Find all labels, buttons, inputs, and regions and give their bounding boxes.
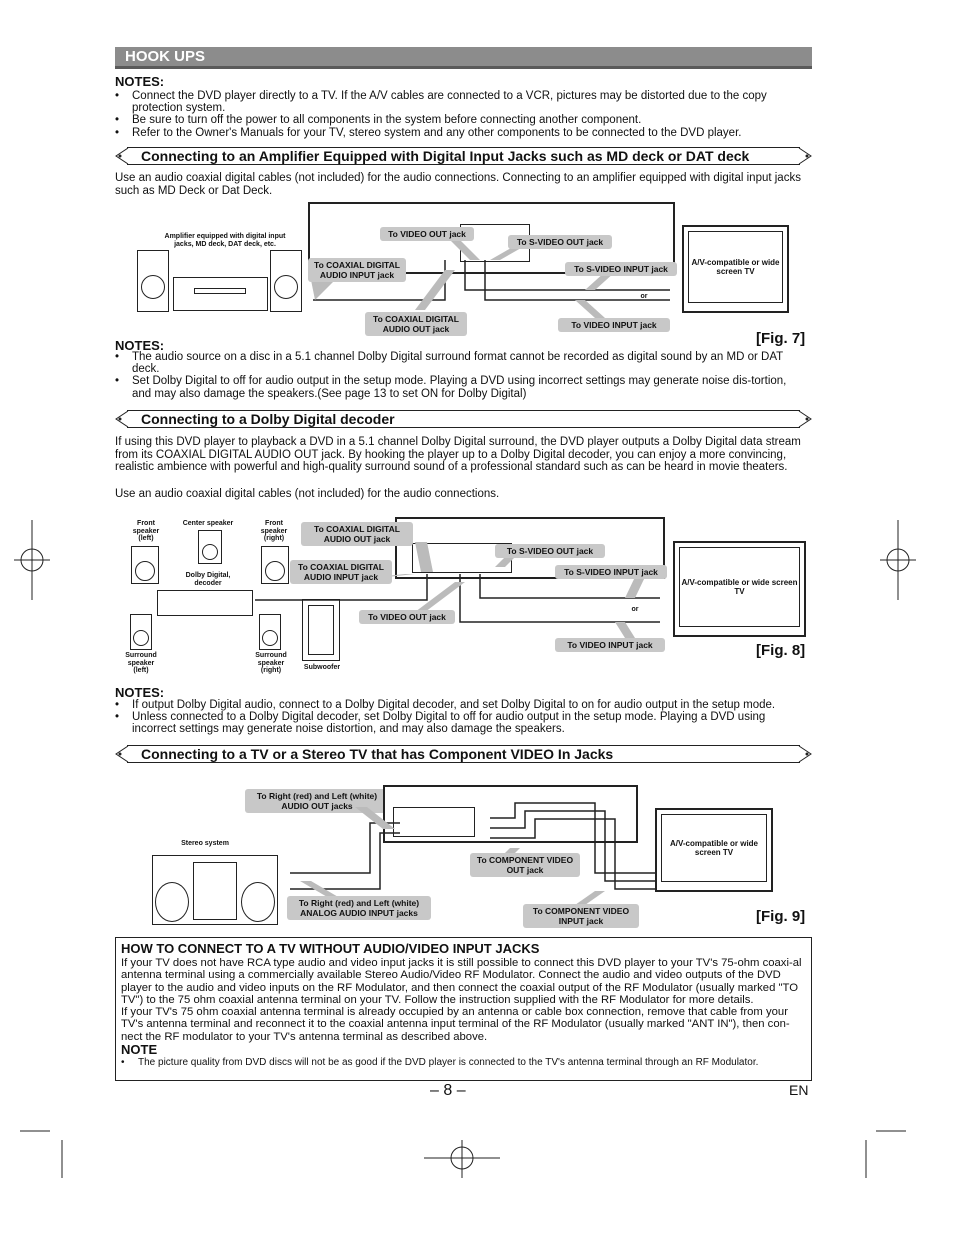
howto-note: The picture quality from DVD discs will not be as good if the DVD player is connected to the TV's antenna terminal through an RF Modulator. — [138, 1057, 759, 1069]
fig8-video-out: To VIDEO OUT jack — [359, 610, 455, 624]
fig9-diagram — [115, 783, 812, 933]
hookups-title: HOOK UPS — [125, 48, 206, 65]
notes3-item: • If output Dolby Digital audio, connect to a Dolby Digital decoder, and set Dolby Digital to on for audio output in the setup mode. — [115, 699, 807, 711]
notes1-item: • Be sure to turn off the power to all components in the system before connecting another component. — [115, 114, 805, 126]
fig9-analog-in: To Right (red) and Left (white) ANALOG AUDIO INPUT jacks — [287, 896, 431, 920]
page-number: – 8 – — [430, 1082, 466, 1099]
howto-body — [121, 957, 809, 1069]
fig7-or: or — [640, 293, 648, 300]
howto-p2: If your TV's 75 ohm coaxial antenna terminal is already occupied by an antenna or cable box connection, remove that cable from your TV's antenna terminal and reconnect it to the coaxial antenna input terminal of the RF Modulator (usually marked "ANT IN"), then con-nect the RF modulator to your TV's antenna terminal as described above. — [121, 1006, 790, 1043]
fig8-tv-label: A/V-compatible or wide screen TV — [679, 547, 800, 627]
howto-p1: If your TV does not have RCA type audio and video input jacks it is still possible to connect this DVD player to your TV's 75-ohm coaxi-al antenna terminal using a commercially available Stereo Audio/Video RF Modulator. Connect the audio and video outputs of the DVD player to the audio and video inputs on the RF Modulator, and then connect the coaxial output of the RF Modulator (usually marked "TO TV") to the 75 ohm coaxial antenna terminal on your TV. Follow the instruction supplied with the RF Modulator for more details. — [121, 957, 802, 1006]
fig8-video-in: To VIDEO INPUT jack — [555, 638, 665, 652]
banner-dolby — [115, 410, 812, 428]
hookups-header — [115, 47, 812, 69]
fig8-or: or — [631, 606, 639, 613]
notes1-list — [115, 90, 805, 139]
fig7-coax-out: To COAXIAL DIGITAL AUDIO OUT jack — [365, 312, 467, 336]
fig9-comp-in: To COMPONENT VIDEO INPUT jack — [523, 904, 639, 928]
fig7-svideo-out: To S-VIDEO OUT jack — [508, 235, 612, 249]
front-left-label: Front speaker (left) — [132, 520, 160, 542]
fig9-tv-label: A/V-compatible or wide screen TV — [661, 814, 767, 882]
fig8-tv — [673, 541, 806, 637]
banner-amplifier — [115, 147, 812, 165]
center-label: Center speaker — [182, 520, 234, 527]
banner-component-title: Connecting to a TV or a Stereo TV that has Component VIDEO In Jacks — [141, 746, 614, 762]
fig9-label: [Fig. 9] — [756, 908, 806, 925]
howto-title: HOW TO CONNECT TO A TV WITHOUT AUDIO/VIDEO INPUT JACKS — [121, 941, 540, 956]
notes1-item: • Connect the DVD player directly to a TV. If the A/V cables are connected to a VCR, pictures may be distorted due to the copy protection system. — [115, 90, 805, 114]
stereo-label: Stereo system — [181, 840, 229, 847]
howto-box — [115, 937, 812, 1081]
notes3-list — [115, 699, 807, 736]
fig9-audio-out: To Right (red) and Left (white) AUDIO OUT jacks — [245, 789, 389, 813]
notes2-heading: NOTES: — [115, 338, 165, 353]
subwoofer-label: Subwoofer — [303, 664, 341, 671]
fig8-coax-out: To COAXIAL DIGITAL AUDIO OUT jack — [301, 522, 413, 546]
fig8-svideo-out: To S-VIDEO OUT jack — [495, 544, 605, 558]
fig7-label: [Fig. 7] — [756, 330, 806, 347]
surround-right-label: Surround speaker (right) — [255, 652, 287, 674]
banner-amplifier-title: Connecting to an Amplifier Equipped with Digital Input Jacks such as MD deck or DAT deck — [141, 148, 750, 164]
notes2-item: • The audio source on a disc in a 5.1 channel Dolby Digital surround format cannot be recorded as digital sound by an MD or DAT deck. — [115, 351, 807, 375]
notes1-heading: NOTES: — [115, 74, 165, 89]
howto-note-heading: NOTE — [121, 1042, 158, 1058]
fig7-tv — [682, 225, 789, 313]
amp-label: Amplifier equipped with digital input jacks, MD deck, DAT deck, etc. — [164, 233, 286, 248]
amp-body: Use an audio coaxial digital cables (not included) for the audio connections. Connecting to an amplifier equipped with digital input jacks such as MD Deck or Dat Deck. — [115, 172, 801, 197]
fig9-tv — [655, 808, 773, 892]
fig8-label: [Fig. 8] — [756, 642, 806, 659]
fig9-comp-out: To COMPONENT VIDEO OUT jack — [470, 853, 580, 877]
fig7-video-in: To VIDEO INPUT jack — [558, 318, 670, 332]
notes2-list — [115, 351, 807, 400]
front-right-label: Front speaker (right) — [260, 520, 288, 542]
fig8-diagram — [115, 512, 812, 677]
notes2-item: • Set Dolby Digital to off for audio output in the setup mode. Playing a DVD using incorrect settings may generate noise dis-tortion, and may also damage the speakers.(See page 13 to set ON for Dolby Digital) — [115, 375, 807, 399]
notes1-item: • Refer to the Owner's Manuals for your TV, stereo system and any other components to be connected to the DVD player. — [115, 127, 805, 139]
fig7-tv-label: A/V-compatible or wide screen TV — [688, 231, 783, 303]
fig8-svideo-in: To S-VIDEO INPUT jack — [555, 565, 667, 579]
howto-note-item: • The picture quality from DVD discs will not be as good if the DVD player is connected to the TV's antenna terminal through an RF Modulator. — [121, 1057, 759, 1069]
surround-left-label: Surround speaker (left) — [125, 652, 157, 674]
decoder-label: Dolby Digital, decoder — [185, 572, 231, 587]
dolby-body1: If using this DVD player to playback a DVD in a 5.1 channel Dolby Digital surround, the DVD player outputs a Dolby Digital data stream from its COAXIAL DIGITAL AUDIO OUT jack. By hooking the player up to a Dolby Digital decoder, you can enjoy a more convincing, realistic ambience with powerful and high-quality surround sound of a professional standard such as can be heard in movie theaters. — [115, 436, 801, 473]
notes3-item: • Unless connected to a Dolby Digital decoder, set Dolby Digital to off for audio output in the setup mode. Playing a DVD using incorrect settings may generate noise distortion, and may also damage the speakers. — [115, 711, 807, 735]
dolby-body2: Use an audio coaxial digital cables (not included) for the audio connections. — [115, 488, 500, 500]
notes3-heading: NOTES: — [115, 685, 165, 700]
banner-component — [115, 745, 812, 763]
fig8-coax-in: To COAXIAL DIGITAL AUDIO INPUT jack — [290, 560, 392, 584]
banner-dolby-title: Connecting to a Dolby Digital decoder — [141, 411, 395, 427]
fig7-svideo-in: To S-VIDEO INPUT jack — [565, 262, 677, 276]
language-code: EN — [789, 1082, 809, 1098]
fig7-video-out: To VIDEO OUT jack — [380, 227, 474, 241]
fig7-coax-in: To COAXIAL DIGITAL AUDIO INPUT jack — [308, 258, 406, 282]
fig7-diagram — [115, 200, 812, 335]
